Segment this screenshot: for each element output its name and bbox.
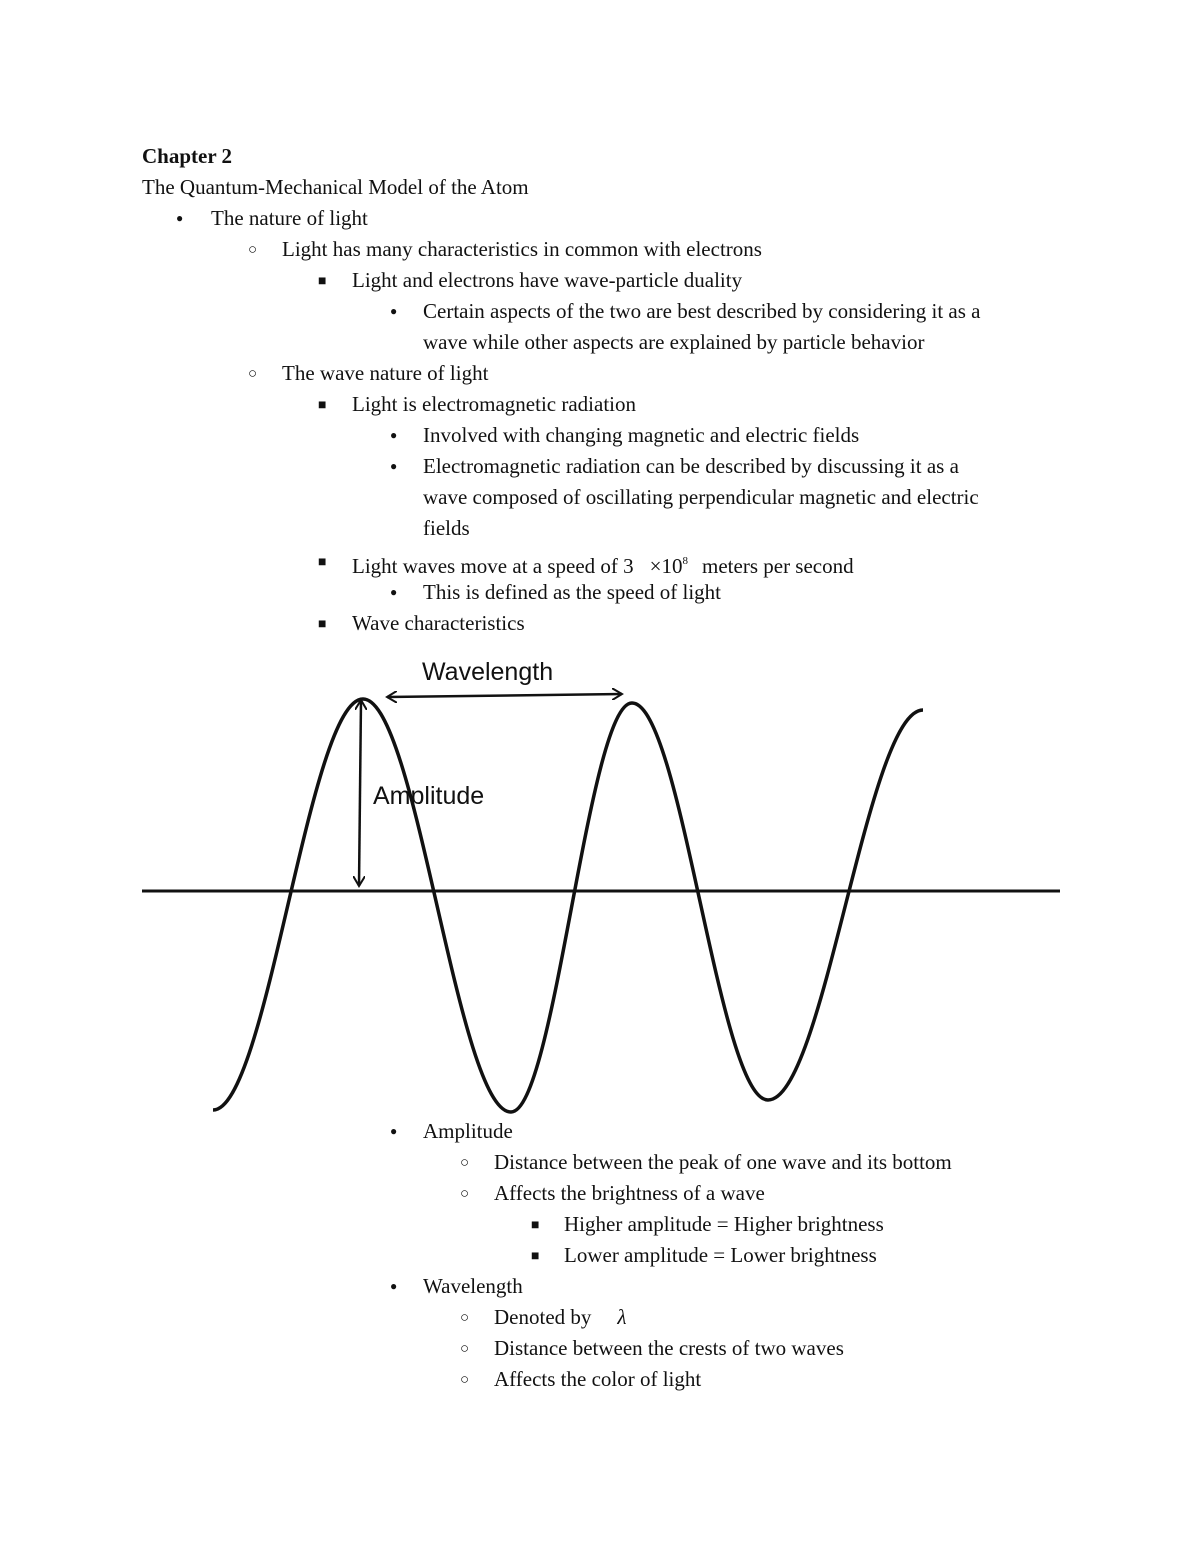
wavelength-arrow bbox=[387, 694, 622, 697]
lambda-symbol: λ bbox=[617, 1305, 627, 1329]
list-item: Involved with changing magnetic and electric fields bbox=[423, 423, 860, 447]
list-item: Affects the color of light bbox=[494, 1367, 702, 1391]
list-item: Affects the brightness of a wave bbox=[494, 1181, 765, 1205]
speed-prefix: Light waves move at a speed of 3 bbox=[352, 554, 634, 578]
bullet-disc-icon bbox=[176, 203, 183, 237]
list-item: Distance between the crests of two waves bbox=[494, 1336, 844, 1360]
bullet-disc-icon bbox=[390, 577, 397, 611]
bullet-square-icon bbox=[318, 546, 326, 580]
list-item: The wave nature of light bbox=[282, 361, 489, 385]
chapter-heading: Chapter 2 bbox=[142, 144, 233, 168]
list-item: Wavelength bbox=[423, 1274, 523, 1298]
list-item-continuation: fields bbox=[423, 516, 470, 540]
list-item: Electromagnetic radiation can be described by discussing it as a bbox=[423, 454, 959, 478]
list-item: Light is electromagnetic radiation bbox=[352, 392, 636, 416]
denoted-by-line bbox=[494, 1302, 627, 1333]
bullet-circle-icon bbox=[248, 358, 257, 392]
list-item: This is defined as the speed of light bbox=[423, 580, 722, 604]
amplitude-label: Amplitude bbox=[373, 782, 485, 810]
bullet-disc-icon bbox=[390, 1116, 397, 1150]
denoted-by-text: Denoted by bbox=[494, 1305, 592, 1329]
sine-wave bbox=[213, 699, 923, 1112]
bullet-square-icon bbox=[531, 1240, 539, 1274]
list-item-continuation: wave composed of oscillating perpendicular magnetic and electric bbox=[423, 485, 979, 509]
bullet-square-icon bbox=[531, 1209, 539, 1243]
bullet-disc-icon bbox=[390, 451, 397, 485]
bullet-disc-icon bbox=[390, 1271, 397, 1305]
bullet-square-icon bbox=[318, 265, 326, 299]
chapter-subtitle: The Quantum-Mechanical Model of the Atom bbox=[142, 175, 529, 199]
bullet-disc-icon bbox=[390, 420, 397, 454]
list-item: The nature of light bbox=[211, 206, 368, 230]
bullet-circle-icon bbox=[460, 1364, 469, 1398]
list-item: Higher amplitude = Higher brightness bbox=[564, 1212, 884, 1236]
list-item: Amplitude bbox=[423, 1119, 513, 1143]
bullet-circle-icon bbox=[460, 1178, 469, 1212]
bullet-circle-icon bbox=[460, 1302, 469, 1336]
bullet-disc-icon bbox=[390, 296, 397, 330]
bullet-square-icon bbox=[318, 608, 326, 642]
list-item: Light and electrons have wave-particle duality bbox=[352, 268, 743, 292]
speed-suffix: meters per second bbox=[702, 554, 854, 578]
bullet-square-icon bbox=[318, 389, 326, 423]
list-item: Distance between the peak of one wave and its bottom bbox=[494, 1150, 952, 1174]
list-item: Lower amplitude = Lower brightness bbox=[564, 1243, 877, 1267]
wave-diagram bbox=[0, 640, 1200, 1130]
list-item: Light has many characteristics in common with electrons bbox=[282, 237, 762, 261]
bullet-circle-icon bbox=[460, 1333, 469, 1367]
bullet-circle-icon bbox=[460, 1147, 469, 1181]
list-item: Wave characteristics bbox=[352, 611, 525, 635]
list-item-continuation: wave while other aspects are explained by particle behavior bbox=[423, 330, 925, 354]
list-item: Certain aspects of the two are best described by considering it as a bbox=[423, 299, 981, 323]
speed-exponent: 8 bbox=[682, 555, 689, 567]
bullet-circle-icon bbox=[248, 234, 257, 268]
speed-times: ×10 bbox=[649, 554, 683, 578]
amplitude-arrow bbox=[359, 700, 361, 886]
wavelength-label: Wavelength bbox=[422, 658, 554, 686]
